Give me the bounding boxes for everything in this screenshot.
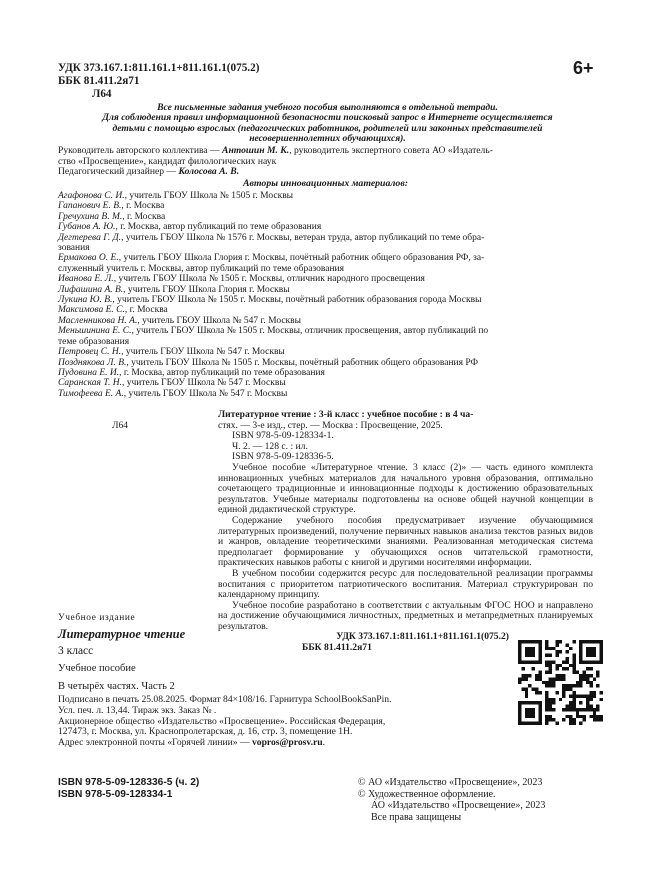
author-entry: Саранская Т. Н., учитель ГБОУ Школа № 547 г. Москвы <box>58 378 286 389</box>
copyright-block <box>358 777 545 823</box>
annotation-paragraph: Учебное пособие разработано в соответствии с актуальным ФГОС НОО и направлено на достижение обучающимися личностных, предметных и метапредметных планируемых результатов. <box>218 599 593 632</box>
imprint-line: 127473, г. Москва, ул. Краснопролетарская, д. 16, стр. 3, помещение 1Н. <box>58 726 353 738</box>
author-entry-continued: зования <box>58 243 90 254</box>
catalog-card <box>218 410 593 654</box>
annotation-paragraph: Учебное пособие «Литературное чтение. 3 класс (2)» — часть единого комплекта инновационных учебных материалов для начального уровня образования, оптимально сочетающего традиционные и инновационные подходы к достижению образовательных результатов. Учебные материалы подготовлены на основе общей научной концепции в единой дидактической структуре. <box>218 461 593 516</box>
imprint-line: Акционерное общество «Издательство «Просвещение». Российская Федерация, <box>58 715 386 727</box>
footer-isbn <box>58 777 199 801</box>
author-entry: Гречухина В. М., г. Москва <box>58 211 166 222</box>
author-entry: Петровец С. Н., учитель ГБОУ Школа № 547 г. Москвы <box>58 347 285 358</box>
annotation-paragraph: В учебном пособии содержится ресурс для последовательной реализации программы воспитания с приоритетом патриотического воспитания. Материал структурирован по календарному принципу. <box>218 567 593 601</box>
leadership-line: Педагогический дизайнер — Колосова А. В. <box>58 166 240 178</box>
author-entry: Позднякова Л. В., учитель ГБОУ Школа № 1505 г. Москвы, почётный работник общего образования РФ <box>58 357 478 368</box>
catalog-isbn: ISBN 978-5-09-128334-1. <box>232 430 334 442</box>
author-entry: Дегтерева Г. Д., учитель ГБОУ Школа № 1576 г. Москвы, ветеран труда, автор публикаций по теме обра- <box>58 232 485 243</box>
author-entry: Масленникова Н. А., учитель ГБОУ Школа № 547 г. Москвы <box>58 315 302 326</box>
email-link[interactable]: vopros@prosv.ru <box>251 737 323 749</box>
notice-line: детьми с помощью взрослых (педагогических работников, родителей или законных представителей <box>112 122 543 134</box>
catalog-line: стях. — 3-е изд., стер. — Москва : Просвещение, 2025. <box>218 419 443 431</box>
udk-header: УДК 373.167.1:811.161.1+811.161.1(075.2) <box>58 62 260 74</box>
author-entry: Максимова Е. С., г. Москва <box>58 305 168 316</box>
author-entry: Тимофеева Е. А., учитель ГБОУ Школа № 547 г. Москвы <box>58 388 288 399</box>
notice-line: несовершеннолетних обучающихся). <box>249 133 406 145</box>
qr-code-icon <box>518 640 603 725</box>
copyright-line: АО «Издательство «Просвещение», 2023 <box>371 800 546 812</box>
author-entry: Иванова Е. Л., учитель ГБОУ Школа № 1505 г. Москвы, отличник народного просвещения <box>58 274 425 285</box>
catalog-udk: УДК 373.167.1:811.161.1+811.161.1(075.2) <box>336 631 509 643</box>
isbn-set: ISBN 978-5-09-128334-1 <box>58 789 173 800</box>
edition-grade: 3 класс <box>58 645 94 657</box>
author-entry: Пудовина Е. И., г. Москва, автор публикаций по теме образования <box>58 367 325 378</box>
author-entry: Меньшинина Е. С., учитель ГБОУ Школа № 1505 г. Москвы, отличник просвещения, автор публикаций по <box>58 326 489 337</box>
notice-line: Для соблюдения правил информационной безопасности поисковый запрос в Интернете осуществляется <box>102 112 553 124</box>
imprint-line: Подписано в печать 25.08.2025. Формат 84×108/16. Гарнитура SchoolBookSanPin. <box>58 694 392 705</box>
catalog-bbk: ББК 81.411.2я71 <box>302 642 372 654</box>
annotation-paragraph: Содержание учебного пособия предусматривает изучение обучающимися литературных произведений, получение первичных навыков анализа текстов разных видов и жанров, овладение теоретическими знаниями. Реализованная методическая система предполагает формирование у обучающихся основ читательской грамотности, практических навыков работы с книгой и другими носителями информации. <box>218 514 593 569</box>
edition-type: Учебное пособие <box>58 663 136 674</box>
imprint-line: Адрес электронной почты «Горячей линии» — vopros@prosv.ru. <box>58 737 326 749</box>
copyright-line: © АО «Издательство «Просвещение», 2023 <box>358 777 543 788</box>
edition-title: Литературное чтение <box>58 627 186 641</box>
author-entry-continued: теме образования <box>58 336 130 347</box>
catalog-line: Литературное чтение : 3-й класс : учебное пособие : в 4 ча- <box>218 409 474 420</box>
copyright-line: © Художественное оформление. <box>358 788 496 800</box>
copyright-line: Все права защищены <box>371 811 462 823</box>
author-entry: Ермакова О. Е., учитель ГБОУ Школа Глория г. Москвы, почётный работник общего образования РФ, за- <box>58 253 485 264</box>
authors-list <box>58 191 598 399</box>
edition-label: Учебное издание <box>58 613 136 623</box>
author-entry: Губанов А. Ю., г. Москва, автор публикаций по теме образования <box>58 222 322 233</box>
author-entry: Агафонова С. И., учитель ГБОУ Школа № 1505 г. Москвы <box>58 191 294 201</box>
catalog-isbn: ISBN 978-5-09-128336-5. <box>232 451 334 463</box>
age-rating-badge: 6+ <box>573 58 594 78</box>
author-entry: Гапанович Е. В., г. Москва <box>58 201 165 212</box>
notice-line: Все письменные задания учебного пособия выполняются в отдельной тетради. <box>157 102 498 113</box>
leadership-line: Руководитель авторского коллектива — Антошин М. К., руководитель экспертного совета АО «Издатель- <box>58 145 493 156</box>
catalog-part: Ч. 2. — 128 с. : ил. <box>232 440 308 452</box>
author-entry: Лифашина А. В., учитель ГБОУ Школа Глория г. Москвы <box>58 284 290 295</box>
imprint-block <box>58 695 391 749</box>
catalog-mark: Л64 <box>112 420 129 431</box>
safety-notice <box>100 103 555 145</box>
author-entry-continued: служенный учитель г. Москвы, автор публикаций по теме образования <box>58 263 345 274</box>
author-mark: Л64 <box>92 88 112 100</box>
author-entry: Лукина Ю. В., учитель ГБОУ Школа № 1505 г. Москвы, почётный работник образования города Москвы <box>58 295 482 306</box>
leadership-line: ство «Просвещение», кандидат филологических наук <box>58 155 277 167</box>
leadership-block <box>58 146 593 178</box>
bbk-header: ББК 81.411.2я71 <box>58 75 140 87</box>
authors-title: Авторы инновационных материалов: <box>243 178 408 189</box>
isbn-part: ISBN 978-5-09-128336-5 (ч. 2) <box>58 777 200 788</box>
edition-parts: В четырёх частях. Часть 2 <box>58 681 175 692</box>
imprint-line: Усл. печ. л. 13,44. Тираж экз. Заказ № . <box>58 704 217 716</box>
